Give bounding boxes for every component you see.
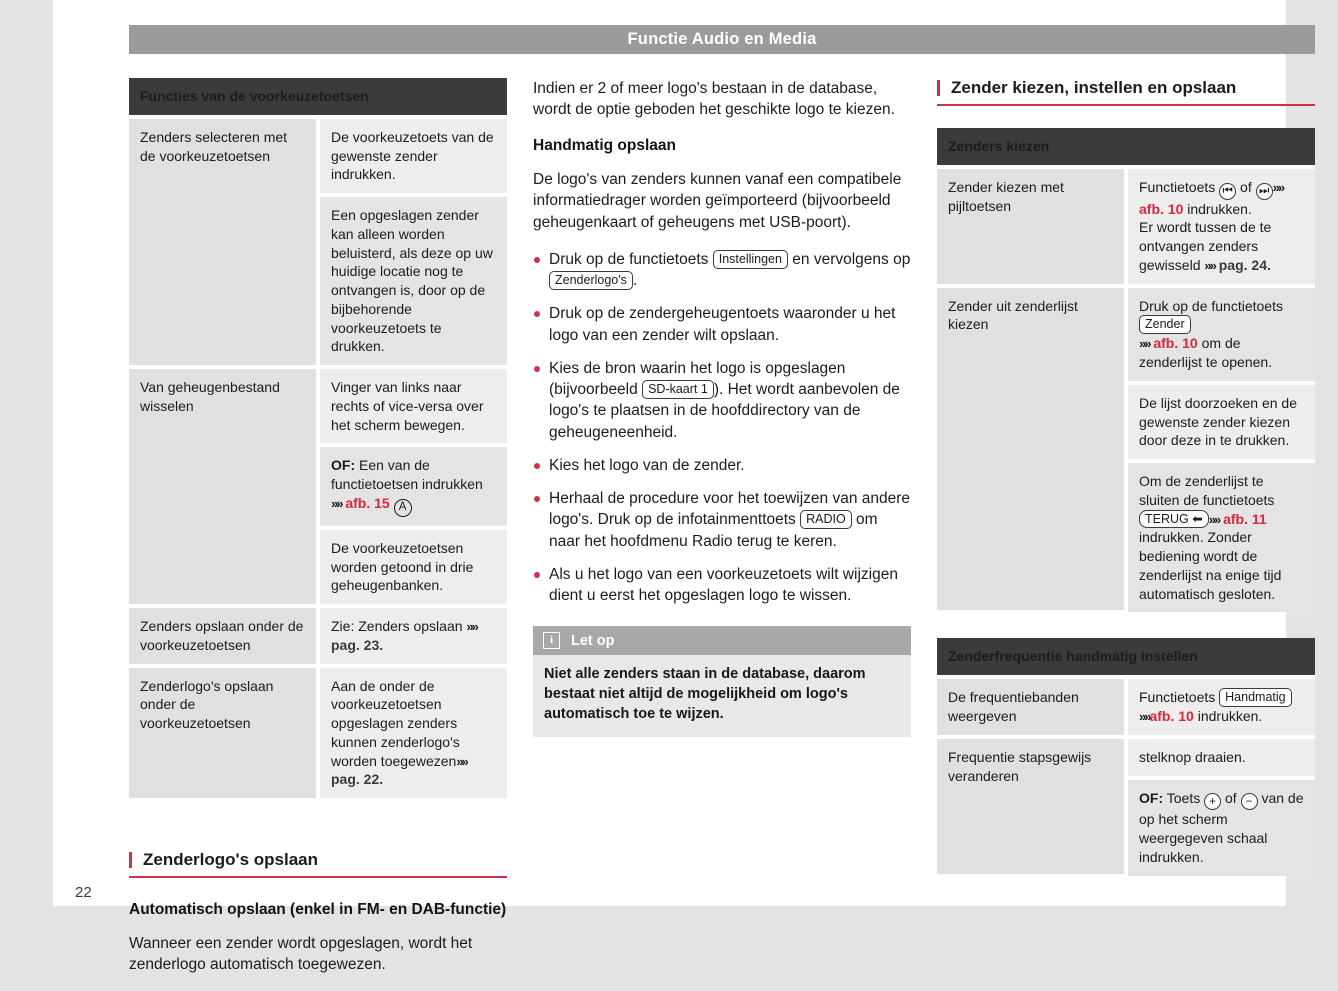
left-column bbox=[129, 78, 507, 991]
callout-marker: A bbox=[394, 499, 412, 517]
page-number: 22 bbox=[75, 884, 92, 901]
page-reference: pag. 24. bbox=[1218, 256, 1271, 273]
function-key-terug[interactable] bbox=[1139, 510, 1209, 528]
page-reference: pag. 23. bbox=[331, 636, 384, 653]
list-item bbox=[533, 564, 911, 606]
row-value-alt bbox=[1126, 167, 1315, 286]
bullet-text: Als u het logo van een voorkeuzetoets wilt wijzigen dient u eerst het opgeslagen logo te wissen. bbox=[549, 565, 898, 604]
running-header bbox=[129, 25, 1315, 54]
figure-reference: afb. 10 bbox=[1149, 708, 1194, 725]
bullet-text: Kies het logo van de zender. bbox=[549, 456, 745, 474]
row-value: De voorkeuzetoetsen worden getoond in drie geheugenbanken. bbox=[318, 528, 507, 606]
row-value-text: of bbox=[1221, 789, 1241, 806]
table-header-label: Zenderfrequentie handmatig instellen bbox=[937, 638, 1315, 677]
table-row bbox=[937, 737, 1315, 778]
table-header-label: Zenders kiezen bbox=[937, 128, 1315, 167]
zenderfrequentie-table bbox=[937, 638, 1315, 877]
subheading-handmatig-opslaan: Handmatig opslaan bbox=[533, 137, 676, 155]
paragraph-automatisch-opslaan: Wanneer een zender wordt opgeslagen, wordt het zenderlogo automatisch toegewezen. bbox=[129, 934, 473, 973]
row-value: Vinger van links naar rechts of vice-versa over het scherm bewegen. bbox=[318, 367, 507, 445]
paragraph-intro: Indien er 2 of meer logo's bestaan in de database, wordt de optie geboden het geschikte logo te kiezen. bbox=[533, 80, 895, 119]
note-body: Niet alle zenders staan in de database, daarom bestaat niet altijd de mogelijkheid om logo's automatisch toe te wijzen. bbox=[533, 655, 911, 737]
row-key: Frequentie stapsgewijs veranderen bbox=[937, 737, 1126, 876]
row-value-alt bbox=[1126, 461, 1315, 612]
row-key: De frequentiebanden weergeven bbox=[937, 677, 1126, 737]
right-column bbox=[937, 78, 1315, 878]
section-heading-label: Zenderlogo's opslaan bbox=[143, 850, 319, 869]
row-value-text: Druk op de functietoets bbox=[1139, 297, 1283, 314]
table-row bbox=[937, 677, 1315, 737]
zenders-kiezen-table bbox=[937, 128, 1315, 614]
chevron-triple-icon: »» bbox=[456, 753, 467, 769]
table-row bbox=[129, 606, 507, 666]
list-item bbox=[533, 358, 911, 443]
info-icon: i bbox=[543, 632, 560, 649]
row-key: Van geheugenbestand wisselen bbox=[129, 367, 318, 606]
back-arrow-icon: ⬅ bbox=[1192, 511, 1203, 526]
list-item bbox=[533, 303, 911, 345]
row-value-alt bbox=[318, 445, 507, 528]
row-value-alt bbox=[1126, 286, 1315, 383]
procedure-bullet-list bbox=[533, 249, 911, 606]
section-heading-zender-kiezen bbox=[937, 78, 1315, 106]
list-item bbox=[533, 455, 911, 476]
bullet-text: Herhaal de procedure voor het toewijzen van andere logo's. Druk op de infotainmenttoets bbox=[549, 490, 911, 529]
row-value-text: Toets bbox=[1163, 789, 1205, 806]
row-value-alt bbox=[1126, 778, 1315, 876]
row-key: Zender uit zenderlijst kiezen bbox=[937, 286, 1126, 613]
row-value-alt bbox=[318, 606, 507, 666]
or-label: OF: bbox=[1139, 789, 1164, 806]
preset-functions-table bbox=[129, 78, 507, 798]
bullet-text: om naar het hoofdmenu Radio terug te keren. bbox=[549, 511, 878, 550]
bullet-text: Kies de bron waarin het logo is opgeslagen (bijvoorbeeld bbox=[549, 359, 846, 399]
row-key: Zenderlogo's opslaan onder de voorkeuzetoetsen bbox=[129, 666, 318, 799]
row-key: Zenders opslaan onder de voorkeuzetoetsen bbox=[129, 606, 318, 666]
table-row bbox=[937, 167, 1315, 286]
row-value-text: Een van de functietoetsen indrukken bbox=[331, 457, 483, 492]
bullet-text: . bbox=[632, 272, 638, 290]
row-value-text: indrukken. Zonder bediening wordt de zenderlijst na enige tijd automatisch gesloten. bbox=[1139, 529, 1282, 602]
list-item bbox=[533, 488, 911, 552]
figure-reference: afb. 11 bbox=[1223, 510, 1267, 527]
figure-reference: afb. 10 bbox=[1153, 335, 1198, 352]
chevron-triple-icon: »» bbox=[331, 495, 342, 511]
note-header bbox=[533, 626, 911, 655]
bullet-text: Druk op de functietoets bbox=[549, 250, 713, 268]
row-value: Een opgeslagen zender kan alleen worden beluisterd, als deze op uw huidige locatie nog te ontvangen is, door op de bijbehorende voorkeuzetoets te drukken. bbox=[318, 195, 507, 367]
infotainment-key-radio[interactable]: RADIO bbox=[800, 510, 852, 529]
page-reference: pag. 22. bbox=[331, 771, 384, 788]
or-label: OF: bbox=[331, 457, 356, 474]
function-key-terug-label: TERUG bbox=[1145, 511, 1189, 526]
skip-backward-icon[interactable]: ⏮ bbox=[1219, 183, 1236, 200]
chevron-triple-icon: »» bbox=[1204, 257, 1215, 273]
table-header-row bbox=[937, 638, 1315, 677]
skip-forward-icon[interactable]: ⏭ bbox=[1256, 183, 1273, 200]
row-value-alt bbox=[1126, 677, 1315, 737]
row-key: Zender kiezen met pijltoetsen bbox=[937, 167, 1126, 286]
table-row bbox=[129, 367, 507, 445]
function-key-sd-kaart[interactable]: SD-kaart 1 bbox=[642, 380, 714, 399]
row-value: De voorkeuzetoets van de gewenste zender indrukken. bbox=[318, 117, 507, 195]
function-key-zenderlogos[interactable]: Zenderlogo's bbox=[549, 271, 633, 290]
chevron-triple-icon: »» bbox=[1272, 179, 1284, 195]
document-page bbox=[53, 0, 1304, 973]
section-heading-label: Zender kiezen, instellen en opslaan bbox=[951, 78, 1237, 97]
row-value-text: Zie: Zenders opslaan bbox=[331, 618, 463, 634]
row-value-text: van de op het scherm weergegeven schaal indrukken. bbox=[1139, 789, 1304, 865]
function-key-zender[interactable]: Zender bbox=[1139, 315, 1191, 334]
running-header-title: Functie Audio en Media bbox=[627, 30, 817, 48]
table-row bbox=[129, 117, 507, 195]
row-value-text: of bbox=[1236, 178, 1256, 195]
section-heading-zenderlogos bbox=[129, 850, 507, 878]
subheading-automatisch-opslaan: Automatisch opslaan (enkel in FM- en DAB-functie) bbox=[129, 901, 507, 918]
row-value-text: om de zenderlijst te openen. bbox=[1139, 335, 1273, 371]
note-box-let-op bbox=[533, 626, 911, 737]
row-value-text: Functietoets bbox=[1139, 689, 1220, 706]
row-value-text: indrukken. bbox=[1183, 200, 1252, 217]
row-value: stelknop draaien. bbox=[1126, 737, 1315, 778]
middle-column bbox=[533, 78, 911, 737]
minus-key-icon[interactable]: − bbox=[1241, 793, 1258, 810]
function-key-instellingen[interactable]: Instellingen bbox=[713, 250, 788, 269]
note-title: Let op bbox=[571, 632, 615, 649]
table-header-row bbox=[129, 78, 507, 117]
function-key-handmatig[interactable]: Handmatig bbox=[1219, 688, 1291, 707]
figure-reference: afb. 10 bbox=[1139, 200, 1184, 217]
table-row bbox=[129, 666, 507, 799]
row-value-text: Om de zenderlijst te sluiten de functietoets bbox=[1139, 473, 1275, 508]
chevron-triple-icon: »» bbox=[466, 619, 477, 634]
row-value-text: Functietoets bbox=[1139, 178, 1220, 195]
chevron-triple-icon: »» bbox=[1208, 511, 1220, 527]
bullet-text: ). Het wordt aanbevolen de logo's te plaatsen in de hoofddirectory van de geheugeneenheid. bbox=[549, 381, 900, 441]
bullet-text: en vervolgens op bbox=[787, 250, 911, 268]
row-value: De lijst doorzoeken en de gewenste zender kiezen door deze in te drukken. bbox=[1126, 383, 1315, 461]
bullet-text: Druk op de zendergeheugentoets waaronder u het logo van een zender wilt opslaan. bbox=[549, 305, 896, 344]
table-header-row bbox=[937, 128, 1315, 167]
chevron-triple-icon: »» bbox=[1139, 336, 1150, 352]
chevron-triple-icon: »» bbox=[1139, 709, 1150, 725]
row-key: Zenders selecteren met de voorkeuzetoetsen bbox=[129, 117, 318, 367]
page-columns bbox=[129, 78, 1315, 973]
row-value-alt bbox=[318, 666, 507, 799]
row-value-text: Aan de onder de voorkeuzetoetsen opgeslagen zenders kunnen zenderlogo's worden toegewezen bbox=[331, 677, 460, 769]
figure-reference: afb. 15 bbox=[345, 494, 390, 511]
table-row bbox=[937, 286, 1315, 383]
row-value-text: Er wordt tussen de te ontvangen zenders gewisseld bbox=[1139, 219, 1272, 273]
row-value-text: indrukken. bbox=[1193, 708, 1263, 725]
table-header-label: Functies van de voorkeuzetoetsen bbox=[129, 78, 507, 117]
list-item bbox=[533, 249, 911, 291]
paragraph-handmatig-opslaan: De logo's van zenders kunnen vanaf een compatibele informatiedrager worden geïmporteerd (bijvoorbeeld geheugenkaart of geheugens met USB-poort). bbox=[533, 171, 902, 231]
plus-key-icon[interactable]: + bbox=[1204, 793, 1221, 810]
